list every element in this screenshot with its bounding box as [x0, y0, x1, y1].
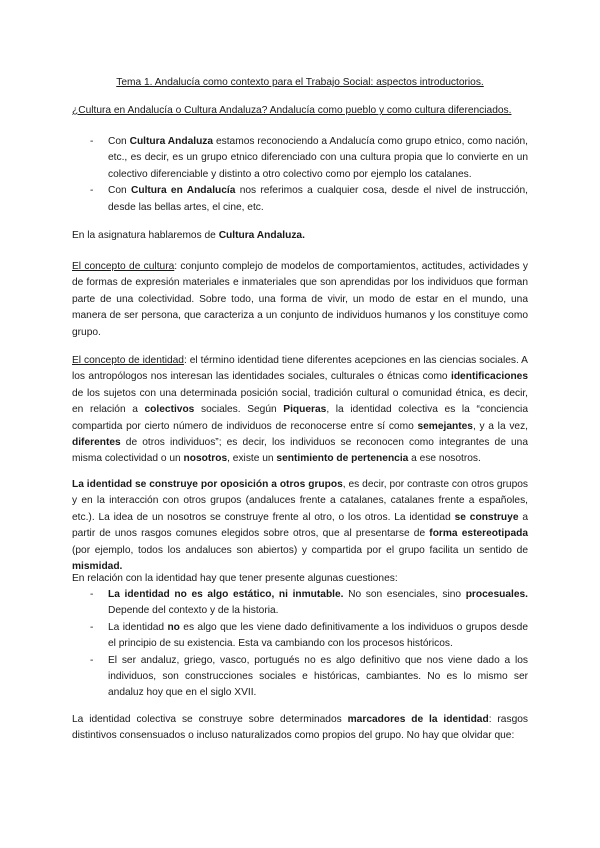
list-item: - Con Cultura en Andalucía nos referimos a cualquier cosa, desde el nivel de instrucción, desde las bellas artes, el cine, etc.	[90, 183, 528, 216]
list-item: - El ser andaluz, griego, vasco, portugués no es algo definitivo que nos viene dado a los individuos, son construcciones sociales e históricas, cambiantes. No es lo mismo ser andaluz hoy que en el siglo XVII.	[90, 653, 528, 702]
list-item: - La identidad no es algo estático, ni inmutable. No son esenciales, sino procesuales. Depende del contexto y de la historia.	[90, 587, 528, 620]
relacion-paragraph: En relación con la identidad hay que tener presente algunas cuestiones:	[72, 573, 398, 584]
identidad-paragraph: El concepto de identidad: el término identidad tiene diferentes acepciones en las ciencias sociales. A los antropólogos nos interesan las identidades sociales, culturales o étnicas como identificaciones de los sujetos con una determinada posición social, tradición cultural o comunidad étnica, es decir, en relación a colectivos sociales. Según Piqueras, la identidad colectiva es la “conciencia compartida por cierto número de individuos de reconocerse entre sí como semejantes, y a la vez, diferentes de otros individuos”; es decir, los individuos se reconocen como integrantes de una misma colectividad o un nosotros, existe un sentimiento de pertenencia a ese nosotros.	[72, 355, 529, 465]
section-question: ¿Cultura en Andalucía o Cultura Andaluza? Andalucía como pueblo y como cultura diferenciados.	[72, 105, 512, 116]
cultura-list	[90, 134, 528, 216]
asignatura-paragraph: En la asignatura hablaremos de Cultura Andaluza.	[72, 230, 305, 241]
cultura-paragraph: El concepto de cultura: conjunto complejo de modelos de comportamientos, actitudes, actividades y de formas de expresión materiales e inmateriales que son aprendidas por los individuos que forman parte de una colectividad. Sobre todo, una forma de vivir, un modo de estar en el mundo, una manera de ser persona, que caracteriza a un conjunto de individuos humanos y los constituye como grupo.	[72, 261, 528, 338]
list-item: - Con Cultura Andaluza estamos reconociendo a Andalucía como grupo etnico, como nación, etc., es decir, es un grupo etnico diferenciado con una cultura propia que lo convierte en un colectivo diferenciable y distinto a otro colectivo como por ejemplo los catalanes.	[90, 134, 528, 183]
identidad-list	[90, 587, 528, 702]
list-item: - La identidad no es algo que les viene dado definitivamente a los individuos o grupos desde el principio de su existencia. Esta va cambiando con los procesos históricos.	[90, 620, 528, 653]
marcadores-paragraph: La identidad colectiva se construye sobre determinados marcadores de la identidad: rasgos distintivos consensuados o incluso naturalizados como propios del grupo. No hay que olvidar que:	[72, 714, 528, 742]
page-title: Tema 1. Andalucía como contexto para el Trabajo Social: aspectos introductorios.	[116, 77, 484, 88]
oposicion-paragraph: La identidad se construye por oposición a otros grupos, es decir, por contraste con otros grupos y en la interacción con otros grupos (andaluces frente a catalanes, catalanes frente a españoles, etc.). La idea de un nosotros se construye frente al otro, o los otros. La identidad se construye a partir de unos rasgos comunes elegidos sobre otros, que al presentarse de forma estereotipada (por ejemplo, todos los andaluces son abiertos) y compartida por el grupo facilita un sentido de mismidad.	[72, 479, 529, 573]
